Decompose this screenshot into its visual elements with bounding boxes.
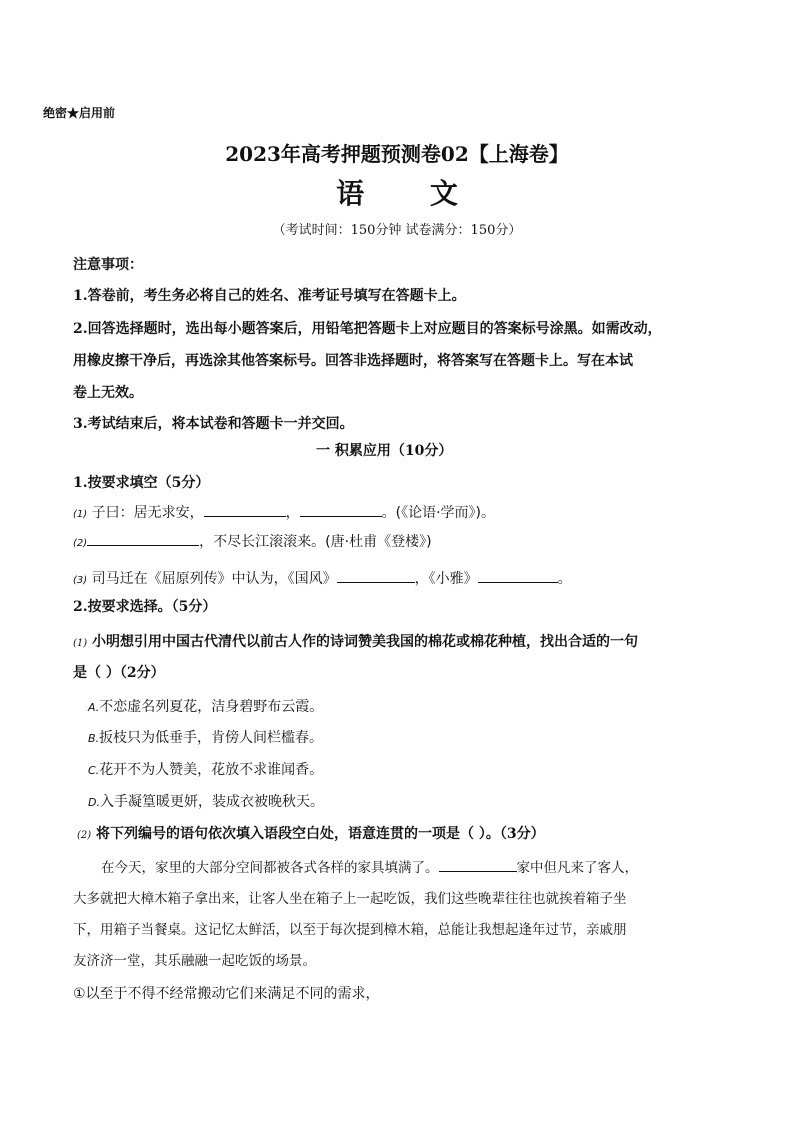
- note-item-2-line-2: 用橡皮擦干净后，再选涂其他答案标号。回答非选择题时，将答案写在答题卡上。写在本试: [73, 353, 633, 369]
- q1-sub3-number: (3): [73, 575, 88, 586]
- answer-blank[interactable]: [337, 568, 415, 583]
- q2-part2-number: (2): [77, 830, 92, 841]
- q1-sub3-text-b: ，《小雅》: [414, 571, 478, 587]
- notes-heading: 注意事项：: [73, 257, 143, 273]
- q1-sub1-text-b: ，: [285, 505, 300, 521]
- passage-text: 家中但凡来了客人，: [516, 860, 638, 876]
- passage-line-1: [101, 856, 638, 876]
- option-text: 入手凝篁暖更妍，装成衣被晚秋天。: [99, 794, 324, 810]
- passage-line-3: 下，用箱子当餐桌。这记忆太鲜活，以至于每次提到樟木箱，总能让我想起逢年过节，亲戚朋: [73, 922, 627, 938]
- q2-heading: 2.按要求选择。（5分）: [73, 599, 217, 615]
- q2-part1-text: 小明想引用中国古代清代以前古人作的诗词赞美我国的棉花或棉花种植，找出合适的一句: [92, 634, 639, 650]
- q1-sub3: [73, 568, 572, 588]
- q1-sub2-number: (2): [73, 538, 88, 549]
- choice-1: ①以至于不得不经常搬动它们来满足不同的需求，: [73, 986, 380, 1002]
- answer-blank[interactable]: [439, 857, 517, 872]
- answer-blank[interactable]: [204, 502, 286, 517]
- q1-sub3-text-a: 司马迁在《屈原列传》中认为，《国风》: [91, 571, 337, 587]
- option-letter: B.: [88, 732, 100, 745]
- answer-blank[interactable]: [300, 502, 382, 517]
- option-b[interactable]: [88, 727, 323, 747]
- answer-blank[interactable]: [478, 568, 558, 583]
- option-letter: C.: [88, 764, 100, 777]
- option-d[interactable]: [88, 791, 324, 811]
- note-item-1: 1.答卷前，考生务必将自己的姓名、准考证号填写在答题卡上。: [73, 288, 466, 304]
- answer-blank[interactable]: [87, 531, 199, 546]
- note-item-2-line-3: 卷上无效。: [73, 385, 143, 401]
- passage-text: 在今天，家里的大部分空间都被各式各样的家具填满了。: [101, 860, 439, 876]
- q2-part1-line-1: [73, 631, 638, 651]
- option-a[interactable]: [88, 696, 323, 716]
- confidential-label: 绝密★启用前: [43, 106, 116, 120]
- q1-sub2: [73, 531, 432, 551]
- section-title: 一 积累应用（10分）: [316, 443, 453, 459]
- option-letter: A.: [88, 701, 100, 714]
- option-text: 花开不为人赞美，花放不求谁闻香。: [99, 762, 324, 778]
- note-item-2-line-1: 2.回答选择题时，选出每小题答案后，用铅笔把答题卡上对应题目的答案标号涂黑。如需改动，: [73, 321, 662, 337]
- note-item-3: 3.考试结束后，将本试卷和答题卡一并交回。: [73, 416, 354, 432]
- q1-sub1-text-c: 。(《论语·学而》)。: [381, 505, 495, 521]
- q1-sub1-text-a: 子曰：居无求安，: [91, 505, 204, 521]
- exam-title: 2023年高考押题预测卷02【上海卷】: [225, 142, 569, 166]
- q1-sub3-text-c: 。: [557, 571, 572, 587]
- q1-sub1: [73, 502, 495, 522]
- exam-info: （考试时间：150分钟 试卷满分：150分）: [272, 223, 522, 238]
- option-text: 不恋虚名列夏花，洁身碧野布云霞。: [99, 699, 324, 715]
- q1-sub1-number: (1): [73, 509, 88, 520]
- q2-part2-text: 将下列编号的语句依次填入语段空白处，语意连贯的一项是（ ）。（3分）: [96, 826, 545, 842]
- option-letter: D.: [88, 796, 100, 809]
- q2-part1-line-2: 是（ ）（2分）: [73, 665, 165, 681]
- q2-part2-heading: [77, 823, 545, 843]
- option-c[interactable]: [88, 759, 323, 779]
- subject-title: 语 文: [336, 177, 486, 210]
- passage-line-2: 大多就把大樟木箱子拿出来，让客人坐在箱子上一起吃饭，我们这些晚辈往往也就挨着箱子坐: [73, 891, 627, 907]
- q2-part1-number: (1): [73, 638, 88, 649]
- q1-heading: 1.按要求填空（5分）: [73, 475, 210, 491]
- option-text: 扳枝只为低垂手，肯傍人间栏槛春。: [99, 730, 324, 746]
- passage-line-4: 友济济一堂，其乐融融一起吃饭的场景。: [73, 953, 316, 969]
- q1-sub2-text: ，不尽长江滚滚来。(唐·杜甫《登楼》): [199, 534, 432, 550]
